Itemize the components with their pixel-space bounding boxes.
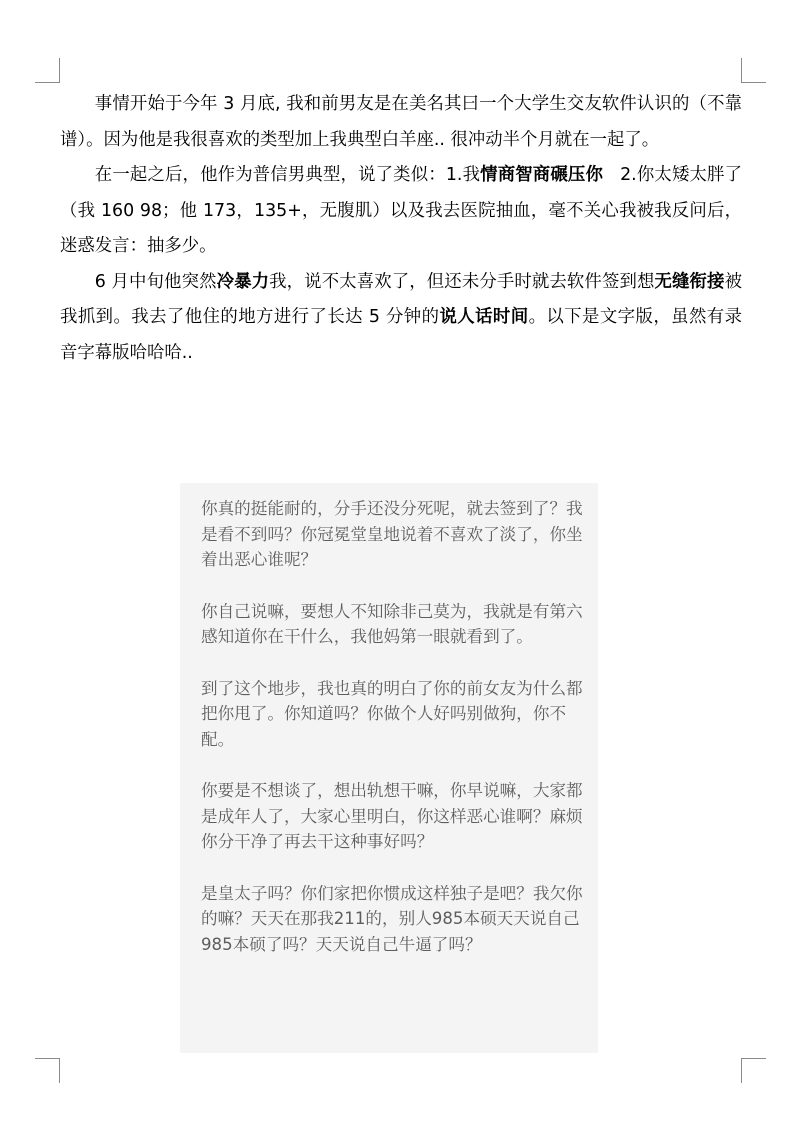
- paragraph-text: 被我抓到。我去了他住的地方进行了长达 5 分钟的: [60, 271, 742, 327]
- screenshot-message: 是皇太子吗？你们家把你惯成这样独子是吧？我欠你的嘛？天天在那我211的，别人985本硕天天说自己985本硕了吗？天天说自己牛逼了吗？: [201, 883, 583, 954]
- bold-text: 冷暴力: [216, 271, 270, 292]
- screenshot-message: 到了这个地步，我也真的明白了你的前女友为什么都把你甩了。你知道吗？你做个人好吗别做狗，你不配。: [201, 678, 583, 749]
- paragraph-text: 在一起之后，他作为普信男典型，说了类似：1.我: [94, 165, 481, 185]
- screenshot-text-block: [201, 496, 586, 983]
- margin-mark-bottom-right: [741, 1058, 766, 1083]
- margin-mark-top-right: [741, 58, 766, 83]
- screenshot-message: 你自己说嘛，要想人不知除非己莫为，我就是有第六感知道你在干什么，我他妈第一眼就看到了。: [201, 601, 583, 646]
- screenshot-message: 你要是不想谈了，想出轨想干嘛，你早说嘛，大家都是成年人了，大家心里明白，你这样恶心谁啊？麻烦你分干净了再去干这种事好吗？: [201, 781, 583, 851]
- bold-text: 情商智商碾压你: [480, 165, 604, 185]
- paragraph: [60, 158, 742, 265]
- margin-mark-bottom-left: [35, 1058, 60, 1083]
- paragraph: [60, 87, 742, 158]
- paragraph-text: 。以下是文字版，虽然有录音字幕版哈哈哈..: [60, 307, 742, 363]
- paragraph-text: 2.你太矮太胖了（我 160 98；他 173，135+，无腹肌）以及我去医院抽血，毫不关心我被我反问后，迷惑发言：抽多少。: [60, 165, 742, 256]
- bold-text: 说人话时间: [439, 307, 529, 327]
- embedded-screenshot: [180, 483, 598, 1053]
- paragraph-text: 6 月中旬他突然: [94, 271, 217, 292]
- screenshot-message: 你真的挺能耐的，分手还没分死呢，就去签到了？我是看不到吗？你冠冕堂皇地说着不喜欢了淡了，你坐着出恶心谁呢？: [201, 499, 583, 569]
- paragraph-text: 我，说不太喜欢了，但还未分手时就去软件签到想: [269, 271, 655, 292]
- margin-mark-top-left: [35, 58, 60, 83]
- bold-text: 无缝衔接: [654, 271, 725, 292]
- document-body: [60, 87, 742, 371]
- paragraph-text: 事情开始于今年 3 月底, 我和前男友是在美名其曰一个大学生交友软件认识的（不靠谱）。因为他是我很喜欢的类型加上我典型白羊座.. 很冲动半个月就在一起了。: [60, 94, 742, 150]
- paragraph: [60, 265, 742, 372]
